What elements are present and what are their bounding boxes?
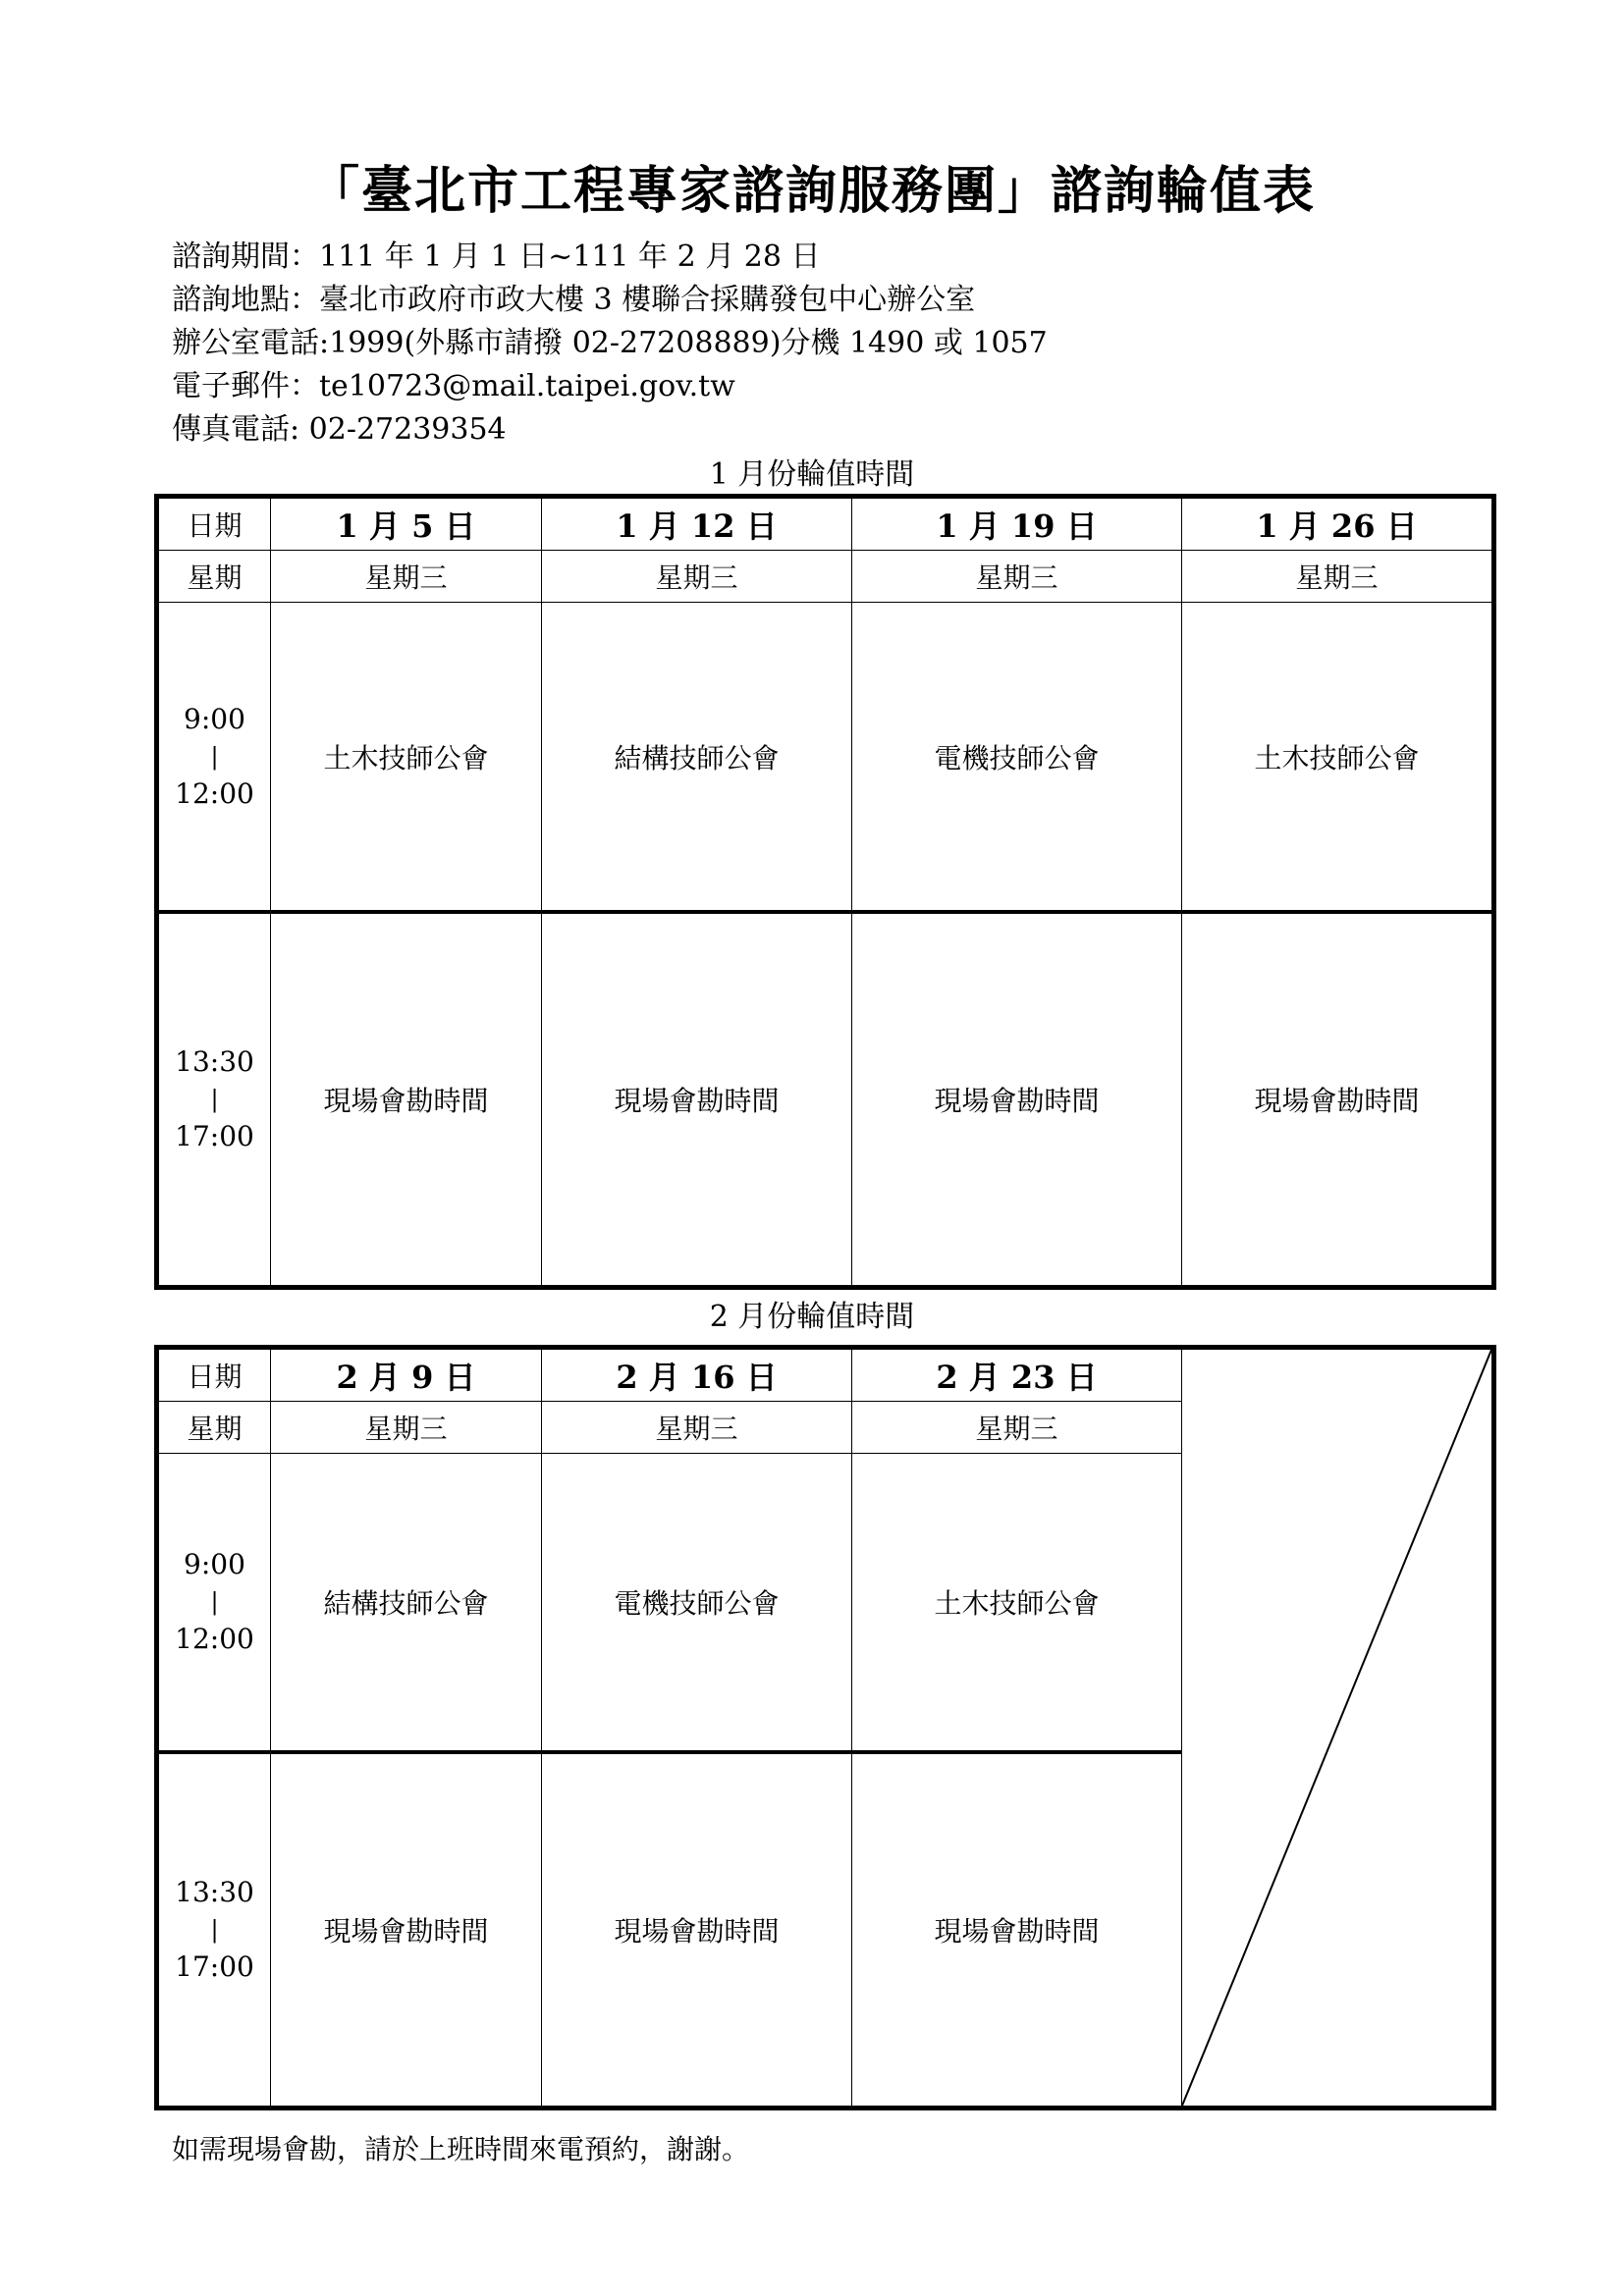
date-cell: 1 月 12 日 xyxy=(542,497,852,551)
date-cell: 2 月 23 日 xyxy=(852,1348,1182,1402)
weekday-label: 星期 xyxy=(157,1402,271,1454)
time-bar: | xyxy=(210,1916,219,1944)
email: 電子郵件：te10723@mail.taipei.gov.tw xyxy=(172,369,735,403)
duty-cell: 現場會勘時間 xyxy=(1182,912,1494,1288)
consult-period: 諮詢期間：111 年 1 月 1 日~111 年 2 月 28 日 xyxy=(172,240,821,274)
duty-cell: 結構技師公會 xyxy=(271,1454,542,1753)
morning-time-label xyxy=(157,1454,271,1753)
duty-cell: 土木技師公會 xyxy=(852,1454,1182,1753)
time-start: 9:00 xyxy=(184,1548,245,1580)
weekday-cell: 星期三 xyxy=(271,551,542,603)
info-block xyxy=(172,236,1048,452)
time-start: 9:00 xyxy=(184,702,245,735)
footer-note: 如需現場會勘，請於上班時間來電預約，謝謝。 xyxy=(172,2133,750,2165)
time-end: 17:00 xyxy=(175,1120,254,1152)
duty-cell: 現場會勘時間 xyxy=(542,1752,852,2109)
morning-row xyxy=(157,603,1494,913)
weekday-cell: 星期三 xyxy=(852,551,1182,603)
time-end: 12:00 xyxy=(175,776,254,810)
date-label: 日期 xyxy=(157,1348,271,1402)
morning-time-label xyxy=(157,603,271,913)
time-end: 17:00 xyxy=(175,1950,254,1983)
weekday-cell: 星期三 xyxy=(542,1402,852,1454)
empty-crossed-cell xyxy=(1182,1348,1494,2109)
weekday-label: 星期 xyxy=(157,551,271,603)
date-label: 日期 xyxy=(157,497,271,551)
weekday-cell: 星期三 xyxy=(852,1402,1182,1454)
office-phone: 辦公室電話:1999(外縣市請撥 02-27208889)分機 1490 或 1057 xyxy=(172,326,1048,360)
consult-location: 諮詢地點：臺北市政府市政大樓 3 樓聯合採購發包中心辦公室 xyxy=(172,283,976,317)
duty-cell: 結構技師公會 xyxy=(542,603,852,913)
fax: 傳真電話: 02-27239354 xyxy=(172,412,507,447)
time-start: 13:30 xyxy=(175,1045,254,1078)
january-schedule-table xyxy=(154,494,1496,1290)
date-cell: 1 月 26 日 xyxy=(1182,497,1494,551)
date-cell: 2 月 9 日 xyxy=(271,1348,542,1402)
afternoon-time-label xyxy=(157,1752,271,2109)
afternoon-row xyxy=(157,912,1494,1288)
date-cell: 2 月 16 日 xyxy=(542,1348,852,1402)
january-caption: 1 月份輪值時間 xyxy=(709,457,915,492)
duty-cell: 電機技師公會 xyxy=(852,603,1182,913)
february-schedule-table xyxy=(154,1345,1496,2110)
time-end: 12:00 xyxy=(175,1623,254,1655)
duty-cell: 現場會勘時間 xyxy=(271,912,542,1288)
weekday-cell: 星期三 xyxy=(1182,551,1494,603)
time-bar: | xyxy=(210,742,219,771)
weekday-row xyxy=(157,551,1494,603)
duty-cell: 現場會勘時間 xyxy=(271,1752,542,2109)
time-start: 13:30 xyxy=(175,1876,254,1908)
date-row xyxy=(157,497,1494,551)
weekday-cell: 星期三 xyxy=(271,1402,542,1454)
duty-cell: 現場會勘時間 xyxy=(542,912,852,1288)
duty-cell: 現場會勘時間 xyxy=(852,912,1182,1288)
page-title: 「臺北市工程專家諮詢服務團」諮詢輪值表 xyxy=(307,161,1316,221)
afternoon-time-label xyxy=(157,912,271,1288)
duty-cell: 現場會勘時間 xyxy=(852,1752,1182,2109)
time-bar: | xyxy=(210,1588,219,1616)
weekday-cell: 星期三 xyxy=(542,551,852,603)
time-bar: | xyxy=(210,1086,219,1113)
date-cell: 1 月 19 日 xyxy=(852,497,1182,551)
date-row xyxy=(157,1348,1494,1402)
february-caption: 2 月份輪值時間 xyxy=(709,1300,915,1334)
duty-cell: 電機技師公會 xyxy=(542,1454,852,1753)
duty-cell: 土木技師公會 xyxy=(271,603,542,913)
duty-cell: 土木技師公會 xyxy=(1182,603,1494,913)
diagonal-strike-line xyxy=(1182,1350,1491,2106)
date-cell: 1 月 5 日 xyxy=(271,497,542,551)
